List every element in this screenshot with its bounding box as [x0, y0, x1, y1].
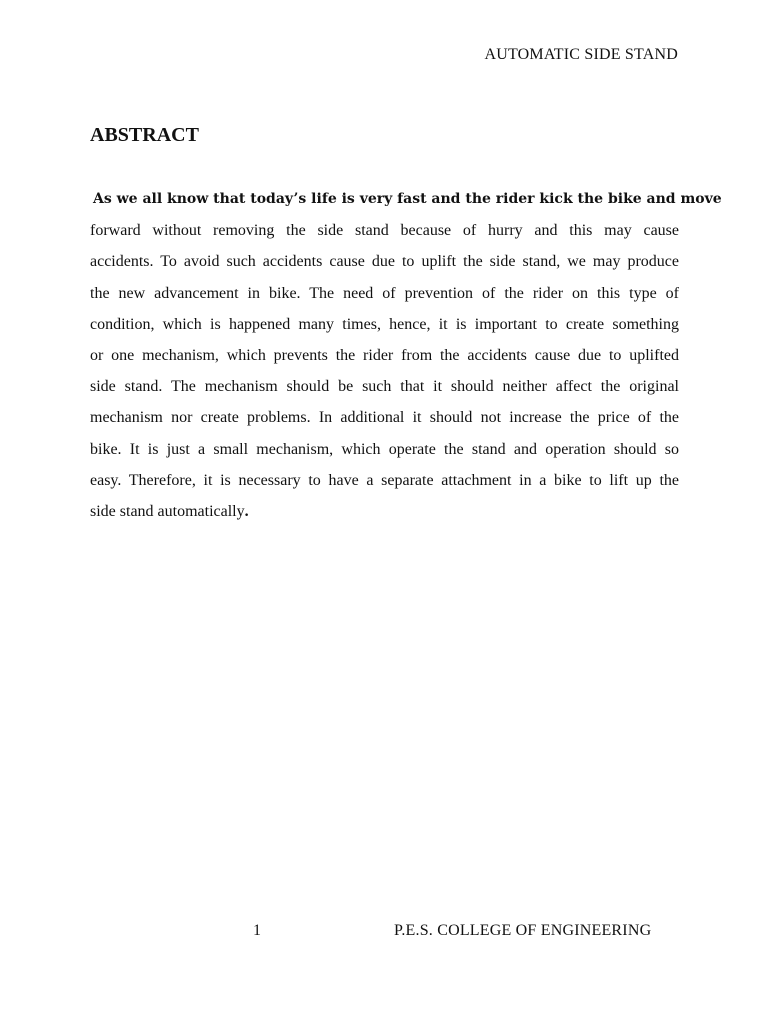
- footer-page-number: 1: [253, 922, 261, 939]
- abstract-last-line: [90, 496, 679, 527]
- abstract-line: bike. It is just a small mechanism, which operate the stand and operation should so: [90, 440, 679, 458]
- abstract-line: accidents. To avoid such accidents cause due to uplift the side stand, we may produce: [90, 253, 679, 271]
- abstract-line: or one mechanism, which prevents the rider from the accidents cause due to uplifted: [90, 347, 679, 365]
- footer-college-name: P.E.S. COLLEGE OF ENGINEERING: [394, 922, 652, 939]
- abstract-line: easy. Therefore, it is necessary to have a separate attachment in a bike to lift up the: [90, 471, 679, 489]
- abstract-line: condition, which is happened many times, hence, it is important to create something: [90, 315, 679, 333]
- section-heading: ABSTRACT: [90, 124, 199, 146]
- running-header-title: AUTOMATIC SIDE STAND: [484, 46, 678, 63]
- abstract-line: forward without removing the side stand because of hurry and this may cause: [90, 222, 679, 240]
- abstract-line: side stand. The mechanism should be such that it should neither affect the original: [90, 378, 679, 396]
- abstract-line-text: side stand automatically: [90, 503, 245, 521]
- abstract-line: mechanism nor create problems. In additional it should not increase the price of the: [90, 409, 679, 427]
- closing-period: .: [244, 503, 249, 521]
- abstract-line: As we all know that today’s life is very fast and the rider kick the bike and move: [93, 191, 722, 207]
- abstract-paragraph: [90, 184, 722, 527]
- abstract-line: the new advancement in bike. The need of prevention of the rider on this type of: [90, 284, 679, 302]
